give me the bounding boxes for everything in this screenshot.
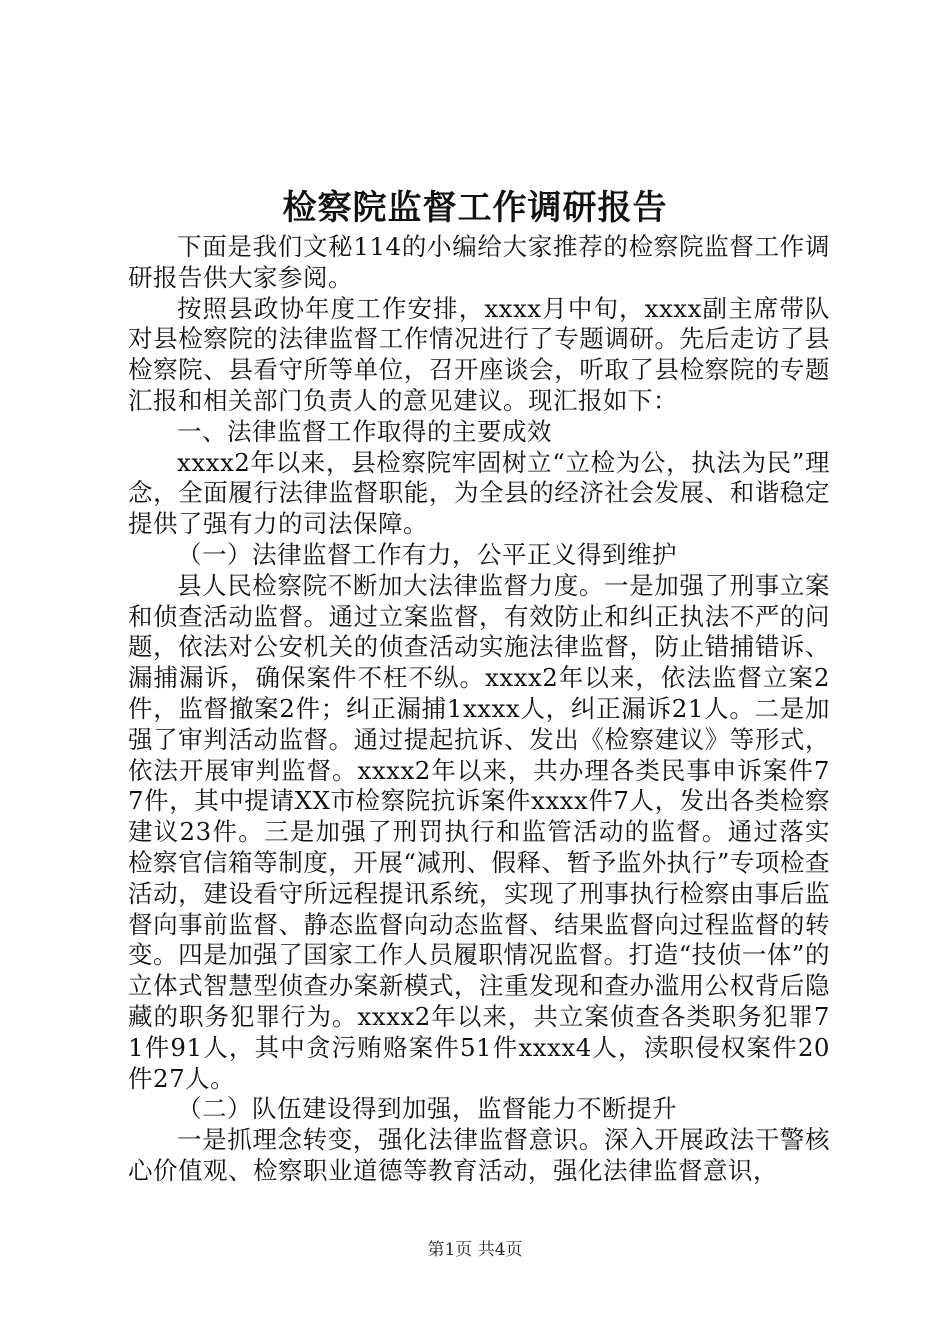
paragraph-summary: xxxx2年以来，县检察院牢固树立“立检为公，执法为民”理念，全面履行法律监督职能，为全县的经济社会发展、和谐稳定提供了强有力的司法保障。 — [128, 447, 830, 539]
document-body — [128, 232, 830, 1187]
paragraph-intro: 下面是我们文秘114的小编给大家推荐的检察院监督工作调研报告供大家参阅。 — [128, 232, 830, 292]
paragraph-background: 按照县政协年度工作安排，xxxx月中旬，xxxx副主席带队对县检察院的法律监督工作情况进行了专题调研。先后走访了县检察院、县看守所等单位，召开座谈会，听取了县检察院的专题汇报和相关部门负责人的意见建议。现汇报如下： — [128, 293, 830, 415]
paragraph-supervision: 县人民检察院不断加大法律监督力度。一是加强了刑事立案和侦查活动监督。通过立案监督，有效防止和纠正执法不严的问题，依法对公安机关的侦查活动实施法律监督，防止错捕错诉、漏捕漏诉，确保案件不枉不纵。xxxx2年以来，依法监督立案2件，监督撤案2件；纠正漏捕1xxxx人，纠正漏诉21人。二是加强了审判活动监督。通过提起抗诉、发出《检察建议》等形式，依法开展审判监督。xxxx2年以来，共办理各类民事申诉案件77件，其中提请XX市检察院抗诉案件xxxx件7人，发出各类检察建议23件。三是加强了刑罚执行和监管活动的监督。通过落实检察官信箱等制度，开展“减刑、假释、暂予监外执行”专项检查活动，建设看守所远程提讯系统，实现了刑事执行检察由事后监督向事前监督、静态监督向动态监督、结果监督向过程监督的转变。四是加强了国家工作人员履职情况监督。打造“技侦一体”的立体式智慧型侦查办案新模式，注重发现和查办滥用公权背后隐藏的职务犯罪行为。xxxx2年以来，共立案侦查各类职务犯罪71件91人，其中贪污贿赂案件51件xxxx4人，渎职侵权案件20件27人。 — [128, 570, 830, 1093]
subsection-heading-1: （一）法律监督工作有力，公平正义得到维护 — [177, 539, 677, 569]
paragraph-team: 一是抓理念转变，强化法律监督意识。深入开展政法干警核心价值观、检察职业道德等教育活动，强化法律监督意识， — [128, 1125, 830, 1185]
page-number: 第1页 共4页 — [427, 1240, 523, 1260]
section-heading-1: 一、法律监督工作取得的主要成效 — [177, 416, 552, 446]
document-title: 检察院监督工作调研报告 — [282, 188, 668, 228]
subsection-heading-2: （二）队伍建设得到加强，监督能力不断提升 — [177, 1094, 677, 1124]
